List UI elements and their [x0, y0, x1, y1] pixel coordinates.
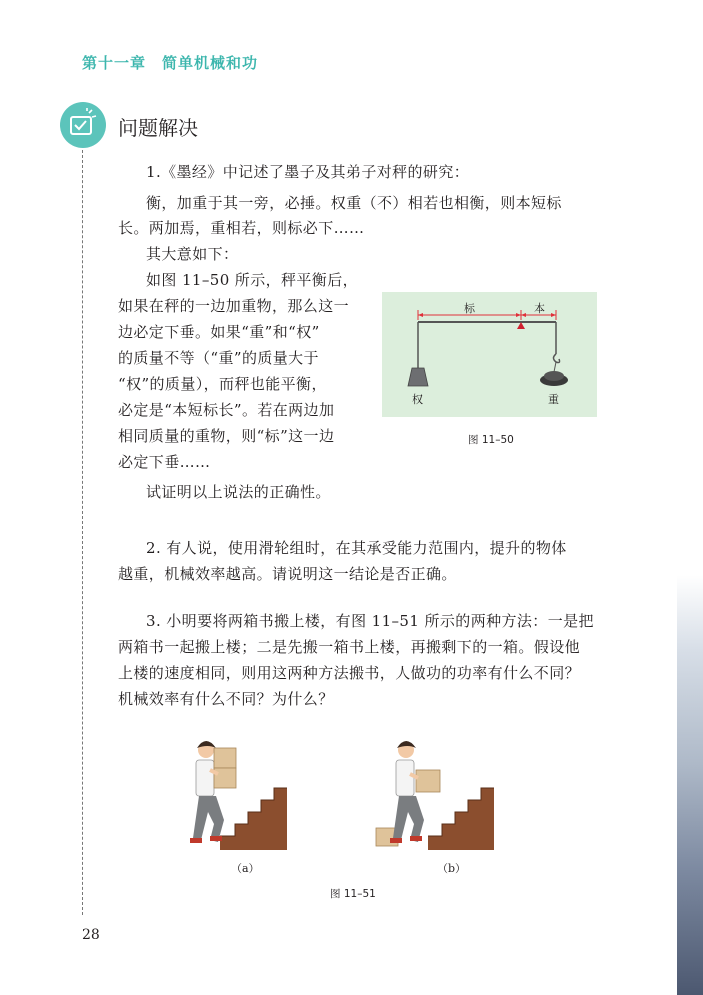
q3-line: 机械效率有什么不同？为什么？	[118, 690, 334, 708]
q1-left-line: 如图 11–50 所示，秤平衡后，	[146, 271, 359, 289]
figure-11-51-b	[372, 730, 512, 855]
q1-left-line: 必定是“本短标长”。若在两边加	[118, 401, 335, 419]
q1-left-line: 的质量不等（“重”的质量大于	[118, 349, 319, 367]
section-title: 问题解决	[118, 116, 198, 140]
q2-line: 2. 有人说，使用滑轮组时，在其承受能力范围内，提升的物体	[146, 539, 567, 557]
q3-line: 上楼的速度相同，则用这两种方法搬书，人做功的功率有什么不同？	[118, 664, 581, 682]
q1-line-2: 衡，加重于其一旁，必捶。权重（不）相若也相衡，则本短标	[146, 194, 562, 212]
q3-line: 3. 小明要将两箱书搬上楼，有图 11–51 所示的两种方法：一是把	[146, 612, 594, 630]
q1-left-line: 必定下垂……	[118, 453, 211, 471]
q3-line: 两箱书一起搬上楼；二是先搬一箱书上楼，再搬剩下的一箱。假设他	[118, 638, 581, 656]
figure-11-51-a	[180, 730, 305, 855]
q1-left-line: “权”的质量），而秤也能平衡，	[118, 375, 327, 393]
q2-line: 越重，机械效率越高。请说明这一结论是否正确。	[118, 565, 457, 583]
section-icon	[60, 102, 106, 148]
chapter-header: 第十一章 简单机械和功	[82, 54, 259, 72]
label-quan: 权	[412, 393, 423, 406]
figure-11-51-a-label: （a）	[231, 862, 260, 875]
checklist-icon	[60, 102, 106, 148]
q1-line-1: 1.《墨经》中记述了墨子及其弟子对秤的研究：	[146, 163, 470, 181]
label-ben: 本	[534, 302, 545, 315]
figure-11-51-caption: 图 11–51	[330, 888, 376, 900]
label-zhong: 重	[548, 393, 559, 406]
label-biao: 标	[464, 302, 475, 315]
q1-line-4: 其大意如下：	[146, 245, 239, 263]
figure-11-51-b-label: （b）	[437, 862, 467, 875]
q1-left-line: 边必定下垂。如果“重”和“权”	[118, 323, 320, 341]
figure-11-50-caption: 图 11–50	[468, 434, 514, 446]
q1-line-3: 长。两加焉，重相若，则标必下……	[118, 219, 365, 237]
page-number: 28	[82, 927, 100, 943]
q1-last-line: 试证明以上说法的正确性。	[146, 483, 331, 501]
figure-11-50	[382, 292, 597, 417]
margin-dashed-line	[82, 150, 83, 915]
q1-left-line: 如果在秤的一边加重物，那么这一	[118, 297, 350, 315]
page-edge-decoration	[677, 575, 703, 995]
q1-left-line: 相同质量的重物，则“标”这一边	[118, 427, 335, 445]
